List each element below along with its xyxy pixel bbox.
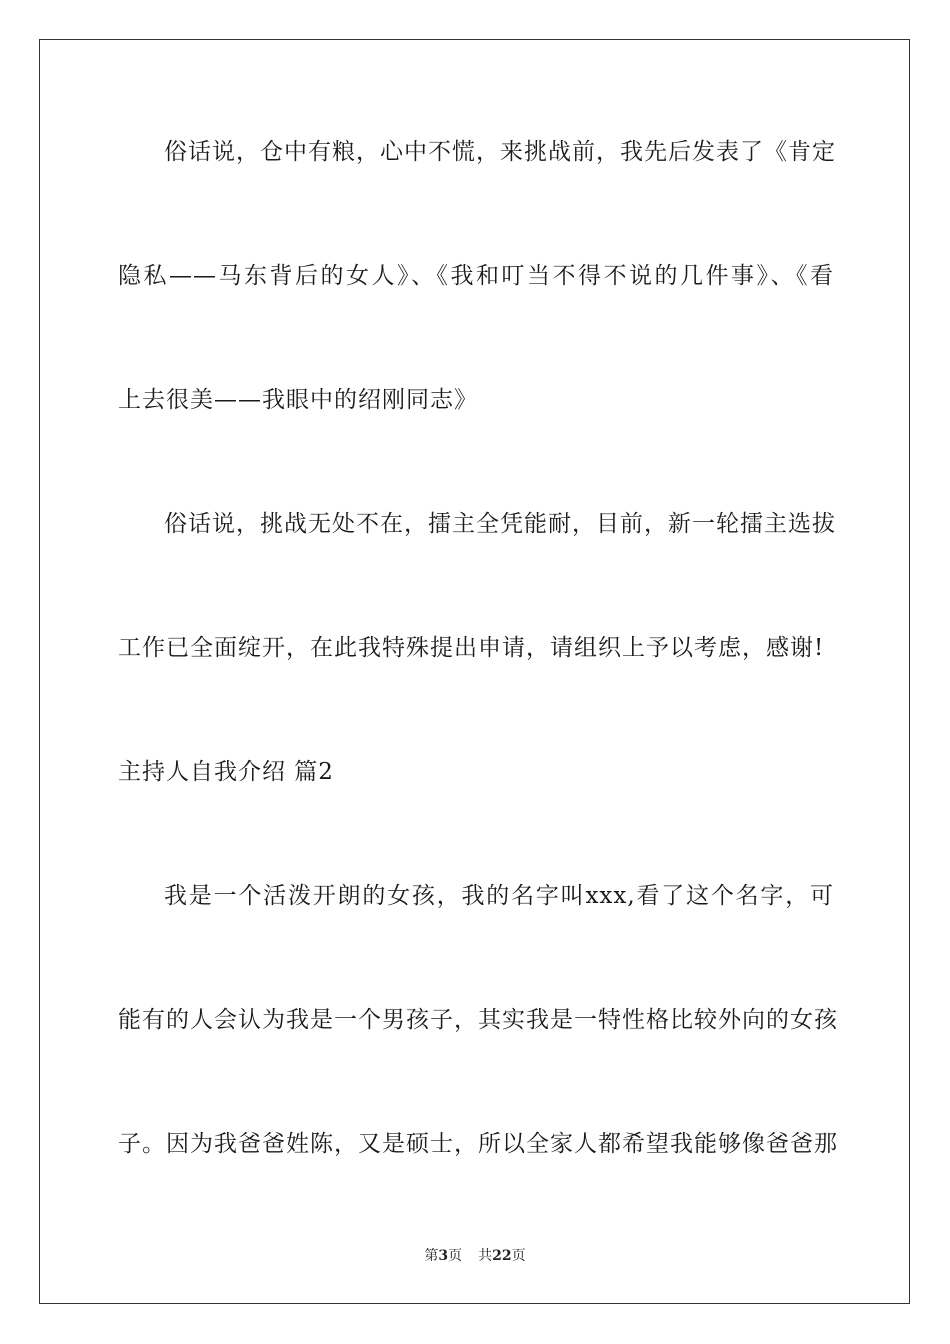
page-suffix: 页 bbox=[448, 1248, 463, 1264]
body-line-8: 子。因为我爸爸姓陈，又是硕士，所以全家人都希望我能够像爸爸那 bbox=[118, 1131, 838, 1157]
total-prefix: 共 bbox=[478, 1248, 493, 1264]
body-line-4: 俗话说，挑战无处不在，擂主全凭能耐，目前，新一轮擂主选拔 bbox=[164, 511, 836, 537]
body-line-3: 上去很美——我眼中的绍刚同志》 bbox=[118, 387, 478, 413]
page-current: 3 bbox=[438, 1248, 449, 1264]
body-line-2: 隐私——马东背后的女人》、《我和叮当不得不说的几件事》、《看 bbox=[118, 263, 834, 289]
body-line-6: 我是一个活泼开朗的女孩，我的名字叫xxx,看了这个名字，可 bbox=[164, 883, 834, 909]
total-suffix: 页 bbox=[511, 1248, 526, 1264]
body-line-7: 能有的人会认为我是一个男孩子，其实我是一特性格比较外向的女孩 bbox=[118, 1007, 838, 1033]
body-line-1: 俗话说，仓中有粮，心中不慌，来挑战前，我先后发表了《肯定 bbox=[164, 139, 836, 165]
page-total: 22 bbox=[492, 1248, 512, 1264]
page-footer bbox=[0, 1246, 950, 1266]
body-line-5: 工作已全面绽开，在此我特殊提出申请，请组织上予以考虑，感谢! bbox=[118, 635, 825, 661]
section-heading: 主持人自我介绍 篇2 bbox=[118, 759, 334, 785]
page-prefix: 第 bbox=[424, 1248, 439, 1264]
page-border bbox=[39, 39, 910, 1304]
